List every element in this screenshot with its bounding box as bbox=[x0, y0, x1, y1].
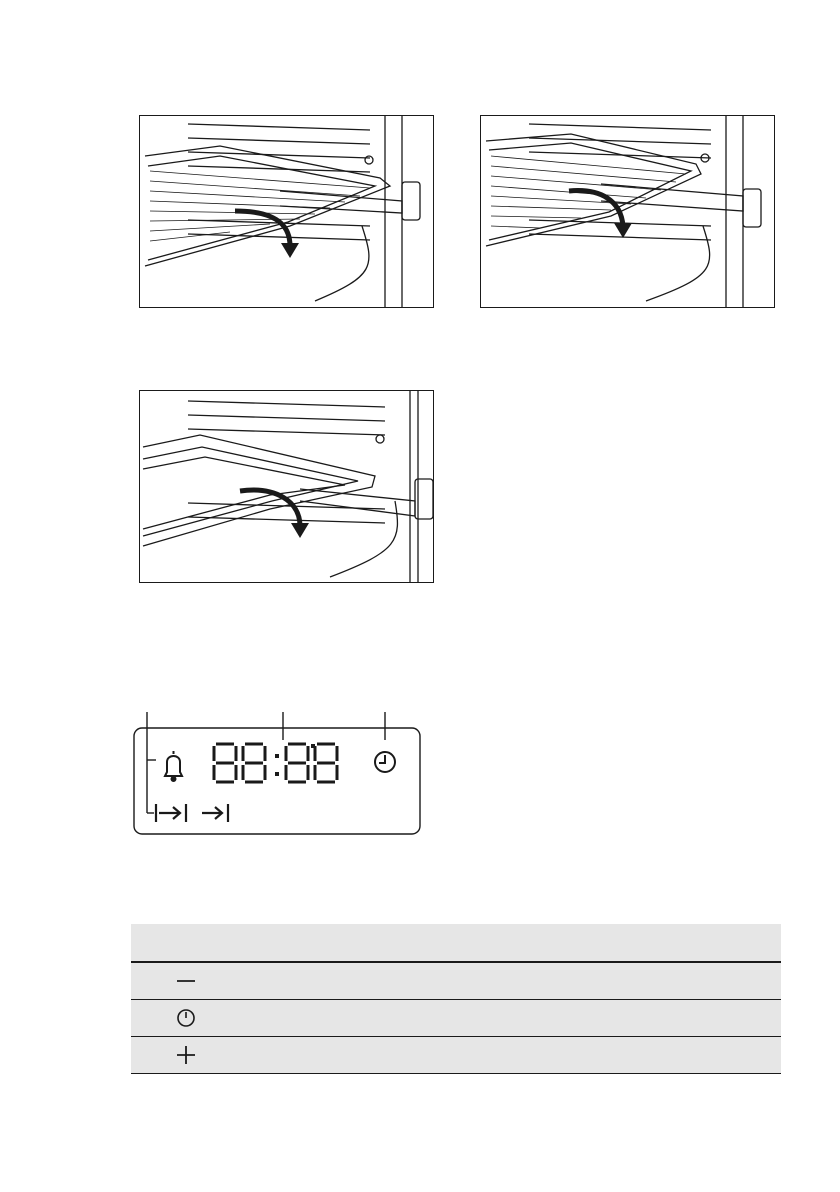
row-description bbox=[211, 1037, 781, 1074]
wire-shelf-insertion-icon bbox=[481, 116, 775, 308]
duration-icon bbox=[156, 804, 186, 822]
row-number bbox=[131, 1000, 161, 1037]
table-header-row bbox=[131, 924, 781, 962]
baking-tray-insertion-icon bbox=[140, 391, 434, 583]
row-number bbox=[131, 962, 161, 1000]
wire-shelf-insertion-icon bbox=[140, 116, 434, 308]
figure-wire-shelf-1 bbox=[139, 115, 434, 308]
bell-icon bbox=[165, 751, 182, 781]
minus-icon[interactable] bbox=[175, 970, 197, 992]
table-row bbox=[131, 1037, 781, 1074]
header-cell bbox=[161, 924, 211, 962]
clock-icon bbox=[375, 752, 395, 772]
figure-wire-shelf-2 bbox=[480, 115, 775, 308]
table-row bbox=[131, 1000, 781, 1037]
display-panel bbox=[110, 710, 440, 850]
header-cell bbox=[131, 924, 161, 962]
control-table bbox=[131, 924, 781, 1074]
row-number bbox=[131, 1037, 161, 1074]
table-row bbox=[131, 962, 781, 1000]
header-cell bbox=[211, 924, 781, 962]
end-time-icon bbox=[202, 804, 228, 822]
clock-icon[interactable] bbox=[175, 1007, 197, 1029]
digital-display-digits bbox=[214, 744, 337, 782]
row-description bbox=[211, 1000, 781, 1037]
plus-icon[interactable] bbox=[175, 1044, 197, 1066]
row-description bbox=[211, 962, 781, 1000]
figure-baking-tray bbox=[139, 390, 434, 583]
